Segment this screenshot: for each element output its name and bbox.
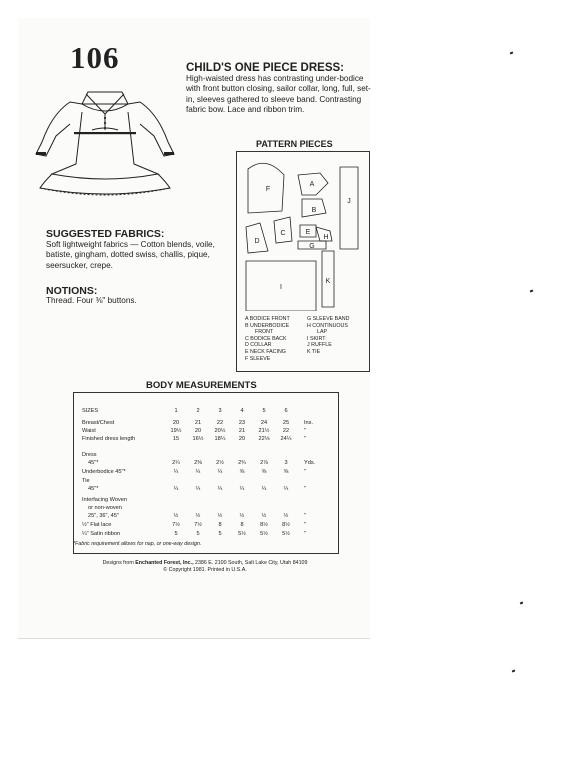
key-h: H CONTINUOUS (307, 322, 348, 329)
footnote: *Fabric requirement allows for nap, or one-way design. (73, 541, 202, 547)
measure-unit: " (304, 428, 306, 434)
fabric-value: 2⅞ (260, 460, 268, 466)
size-header: 5 (262, 408, 266, 414)
fabric-value: ¼ (173, 469, 179, 475)
pattern-description: High-waisted dress has contrasting under-bodice with front button closing, sailor collar, long, full, set-in, sleeves gathered to sleeve band. Contrasting fabric bow. Lace and ribbon trim. (186, 74, 371, 114)
page-edge (18, 638, 370, 639)
measure-value: 15 (172, 436, 180, 442)
fabric-value: ¼ (195, 469, 201, 475)
measure-value: 19½ (170, 428, 182, 434)
fabric-value: ¼ (261, 486, 267, 492)
notions-text: Thread. Four ⅜" buttons. (46, 296, 137, 305)
fabric-value: 2½ (216, 460, 224, 466)
size-header: 2 (196, 408, 200, 414)
key-h-cont: LAP (317, 329, 328, 336)
fabric-value: ¼ (239, 486, 245, 492)
fabric-value: ½ (217, 513, 223, 519)
fabric-label: Tie (82, 478, 90, 484)
measure-label: Breast/Chest (82, 420, 115, 426)
pattern-pieces-heading: PATTERN PIECES (256, 139, 333, 149)
fabric-label: 45"* (88, 486, 99, 492)
label-b: B (311, 207, 317, 214)
fabric-value: ½ (195, 513, 201, 519)
fabric-value: 8 (218, 522, 222, 528)
key-k: K TIE (307, 348, 321, 355)
measure-value: 20½ (214, 428, 226, 434)
measure-value: 22⅛ (258, 436, 270, 442)
piece-j (340, 167, 358, 249)
publisher-credit (73, 560, 337, 574)
key-b-cont: FRONT (255, 329, 274, 336)
fabric-label: ¼" Satin ribbon (82, 531, 121, 537)
label-j: J (347, 198, 351, 205)
fabric-value: 2¾ (238, 460, 246, 466)
key-j: J RUFFLE (307, 342, 332, 349)
fabric-value: 5½ (282, 531, 290, 537)
measure-value: 20 (172, 420, 180, 426)
fabric-unit: " (304, 522, 306, 528)
key-a: A BODICE FRONT (245, 316, 290, 322)
fabric-value: ¼ (217, 486, 223, 492)
fabric-unit: Yds. (304, 460, 316, 466)
copyright: © Copyright 1981. Printed in U.S.A. (163, 567, 247, 573)
fabric-unit: " (304, 531, 306, 537)
key-i: I SKIRT (307, 335, 326, 342)
fabric-value: 5½ (238, 531, 246, 537)
measure-value: 22 (282, 428, 290, 434)
scan-speck (512, 670, 516, 673)
measure-value: 20 (238, 436, 246, 442)
fabric-value: 8½ (260, 522, 268, 528)
label-g: G (309, 243, 315, 250)
pattern-number: 106 (70, 40, 120, 75)
fabric-value: ⅜ (261, 469, 267, 475)
fabric-value: ¼ (283, 486, 289, 492)
notions-heading: NOTIONS: (46, 285, 98, 297)
measure-unit: " (304, 436, 306, 442)
key-c: C BODICE BACK (245, 335, 287, 342)
size-header: 6 (284, 408, 288, 414)
fabrics-text: Soft lightweight fabrics — Cotton blends, voile, batiste, gingham, dotted swiss, challis, pique, seersucker, crepe. (46, 240, 215, 270)
fabric-value: ¼ (173, 486, 179, 492)
sizes-label: SIZES (82, 408, 99, 414)
pattern-title: CHILD'S ONE PIECE DRESS: (186, 62, 345, 74)
fabric-unit: " (304, 469, 306, 475)
fabric-value: 3 (284, 460, 288, 466)
key-f: F SLEEVE (245, 355, 271, 362)
key-b: B UNDERBODICE (245, 322, 290, 329)
scan-speck (520, 602, 524, 605)
fabrics-heading: SUGGESTED FABRICS: (46, 228, 165, 240)
fabric-value: ¼ (195, 486, 201, 492)
measure-label: Finished dress length (82, 436, 136, 442)
pattern-pieces-key (245, 316, 350, 362)
key-d: D COLLAR (245, 342, 272, 349)
key-e: E NECK FACING (245, 348, 286, 355)
fabric-value: 8½ (282, 522, 290, 528)
fabric-value: ½ (173, 513, 179, 519)
fabric-value: ½ (261, 513, 267, 519)
measure-value: 24¼ (280, 436, 292, 442)
fabric-label: or non-woven (88, 505, 122, 511)
fabric-label: 45"* (88, 460, 99, 466)
fabric-value: ½ (283, 513, 289, 519)
label-c: C (280, 230, 286, 237)
body-measurements-heading: BODY MEASUREMENTS (146, 380, 257, 391)
label-a: A (309, 181, 315, 188)
size-header: 4 (240, 408, 244, 414)
fabric-label: Underbodice 45"* (82, 469, 126, 475)
measure-label: Waist (82, 428, 96, 434)
measure-value: 23 (238, 420, 246, 426)
measure-unit: Ins. (304, 420, 314, 426)
fabric-label: ½" Flat lace (82, 522, 112, 528)
fabric-label: Interfacing Woven (82, 497, 127, 503)
label-d: D (254, 238, 260, 245)
fabric-value: 7½ (194, 522, 202, 528)
measure-value: 25 (282, 420, 290, 426)
fabric-value: ⅜ (283, 469, 289, 475)
measure-value: 20 (194, 428, 202, 434)
fabric-value: 7½ (172, 522, 180, 528)
company-name: Enchanted Forest, Inc., (135, 560, 194, 566)
label-h: H (323, 234, 329, 241)
fabric-unit: " (304, 486, 306, 492)
fabric-value: ⅜ (239, 469, 245, 475)
fabric-unit: " (304, 513, 306, 519)
label-k: K (325, 278, 331, 285)
size-header: 3 (218, 408, 222, 414)
credit-prefix: Designs from (102, 560, 134, 566)
fabric-value: 5½ (260, 531, 268, 537)
measure-value: 21 (194, 420, 202, 426)
measure-value: 21½ (258, 428, 270, 434)
measure-value: 22 (216, 420, 224, 426)
fabric-value: 5 (174, 531, 178, 537)
fabric-label: Dress (82, 452, 97, 458)
scan-speck (530, 290, 534, 293)
label-e: E (305, 229, 311, 236)
dress-illustration (30, 84, 180, 204)
pattern-pieces-layout (236, 151, 368, 311)
measure-value: 16½ (192, 436, 204, 442)
fabric-label: 25", 36", 45" (88, 513, 119, 519)
label-f: F (265, 186, 271, 193)
fabric-value: 5 (196, 531, 200, 537)
fabric-value: 8 (240, 522, 244, 528)
size-header: 1 (174, 408, 178, 414)
fabric-value: 2⅜ (194, 460, 202, 466)
fabric-value: 5 (218, 531, 222, 537)
key-g: G SLEEVE BAND (307, 316, 350, 322)
fabric-value: ¼ (217, 469, 223, 475)
label-i: I (280, 284, 282, 291)
fabric-value: 2¼ (172, 460, 180, 466)
measure-value: 21 (238, 428, 246, 434)
scan-speck (510, 52, 514, 55)
measure-value: 18¼ (214, 436, 226, 442)
fabric-value: ½ (239, 513, 245, 519)
measure-value: 24 (260, 420, 268, 426)
credit-address: 2386 E. 2100 South, Salt Lake City, Utah 84109 (195, 560, 308, 566)
